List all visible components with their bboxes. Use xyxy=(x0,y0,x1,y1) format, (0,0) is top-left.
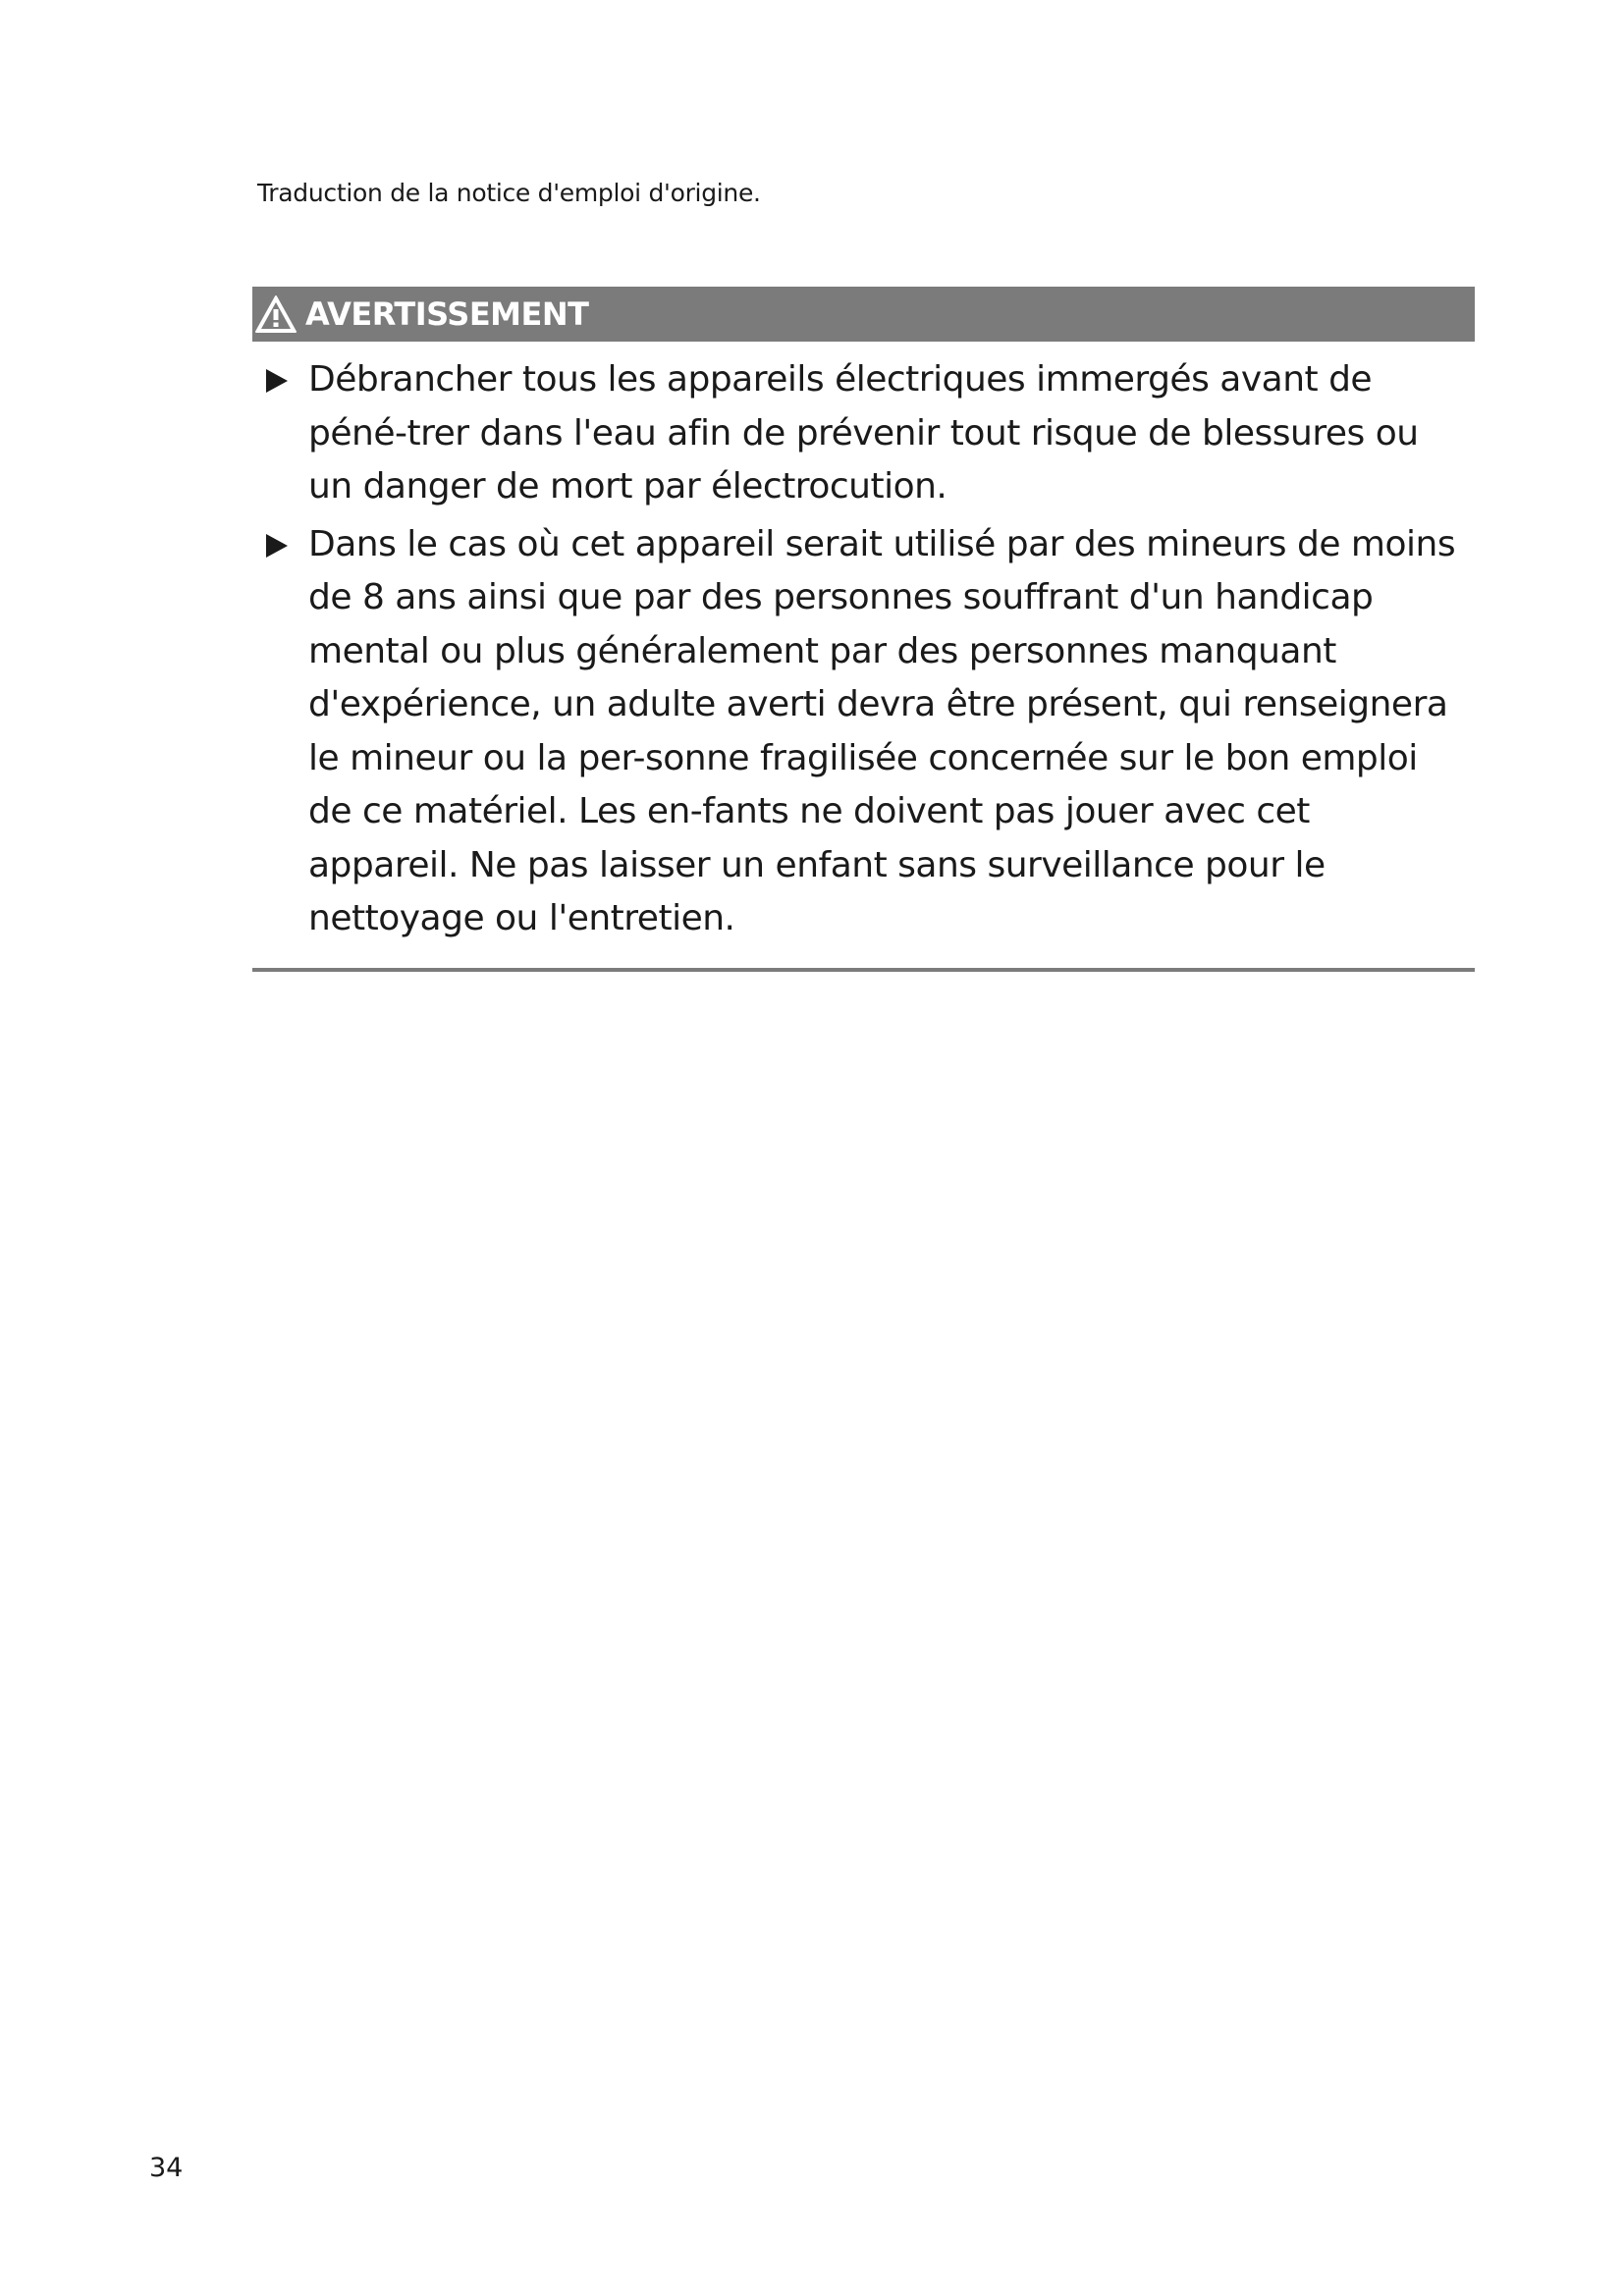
warning-list xyxy=(252,342,1475,946)
warning-item-text: Dans le cas où cet appareil serait utilisé par des mineurs de moins de 8 ans ainsi que par des personnes souffrant d'un handicap mental ou plus généralement par des personnes manquant d'expérience, un adulte averti devra être présent, qui renseignera le mineur ou la per-sonne fragilisée concernée sur le bon emploi de ce matériel. Les en-fants ne doivent pas jouer avec cet appareil. Ne pas laisser un enfant sans surveillance pour le nettoyage ou l'entretien. xyxy=(308,523,1456,938)
triangle-bullet-icon xyxy=(264,367,290,395)
warning-item xyxy=(252,353,1475,514)
warning-block xyxy=(252,287,1475,972)
document-subtitle: Traduction de la notice d'emploi d'origine. xyxy=(257,179,761,207)
triangle-bullet-icon xyxy=(264,532,290,560)
page-number: 34 xyxy=(149,2153,184,2183)
warning-item-text: Débrancher tous les appareils électriques immergés avant de péné-trer dans l'eau afin de prévenir tout risque de blessures ou un danger de mort par électrocution. xyxy=(308,359,1419,507)
warning-title: AVERTISSEMENT xyxy=(305,295,589,333)
warning-header xyxy=(252,287,1475,342)
warning-triangle-icon xyxy=(254,294,298,335)
warning-item xyxy=(252,518,1475,946)
warning-bottom-rule xyxy=(252,968,1475,972)
